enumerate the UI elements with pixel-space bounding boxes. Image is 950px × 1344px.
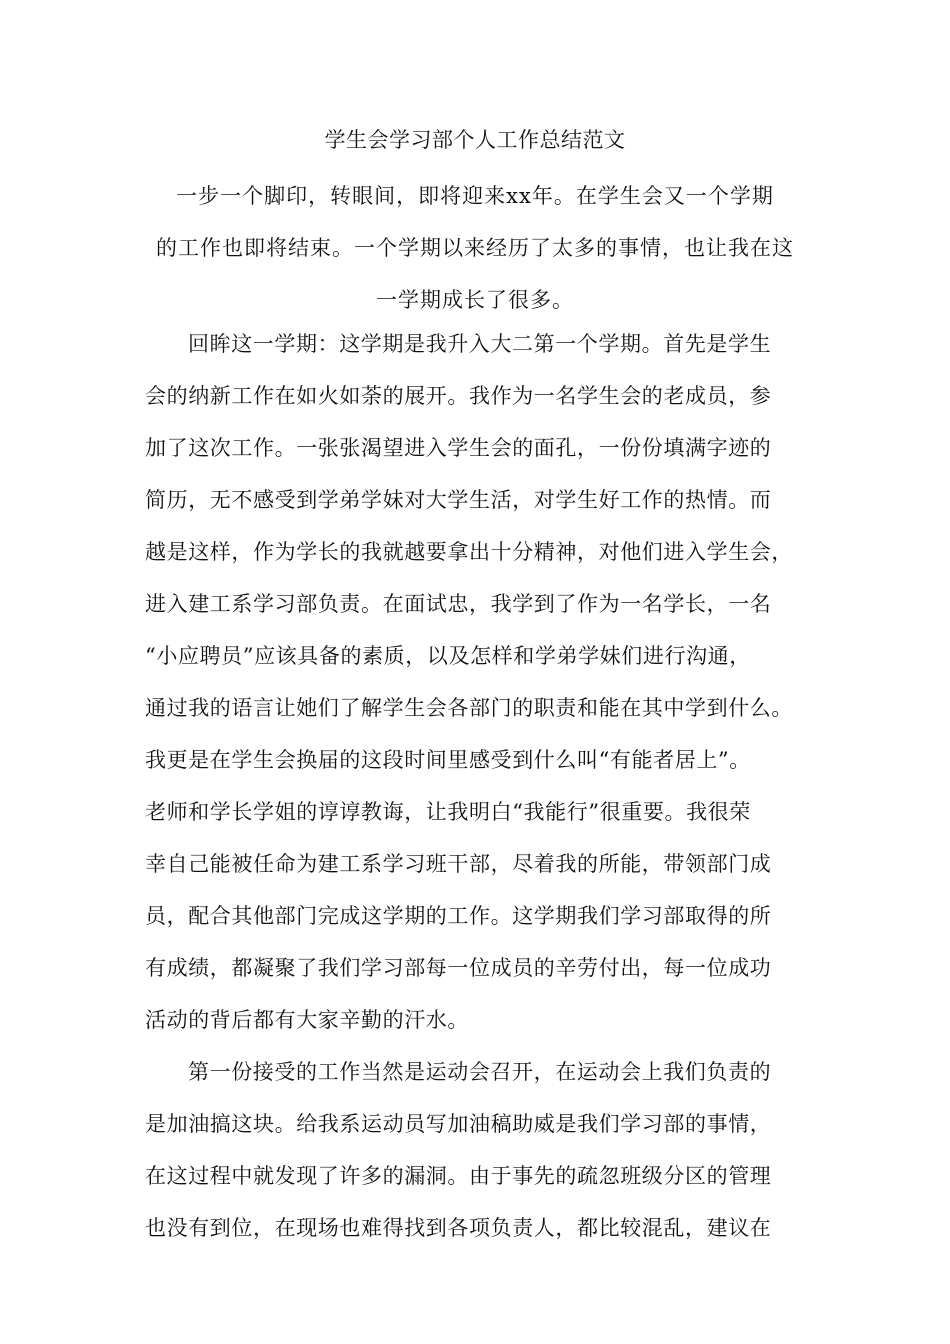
- intro-line: 一学期成长了很多。: [376, 288, 574, 312]
- intro-line: 的工作也即将结束。一个学期以来经历了太多的事情，也让我在这: [156, 236, 794, 260]
- paragraph-line: 是加油搞这块。给我系运动员写加油稿助威是我们学习部的事情，: [145, 1112, 772, 1136]
- paragraph-line: 在这过程中就发现了许多的漏洞。由于事先的疏忽班级分区的管理: [145, 1164, 772, 1188]
- paragraph-line: 进入建工系学习部负责。在面试忠，我学到了作为一名学长，一名: [145, 592, 772, 616]
- paragraph-line: “小应聘员”应该具备的素质，以及怎样和学弟学妹们进行沟通，: [145, 644, 751, 668]
- paragraph-line: 会的纳新工作在如火如荼的展开。我作为一名学生会的老成员，参: [145, 384, 772, 408]
- paragraph-line: 我更是在学生会换届的这段时间里感受到什么叫“有能者居上”。: [145, 748, 751, 772]
- paragraph-line: 员，配合其他部门完成这学期的工作。这学期我们学习部取得的所: [145, 904, 772, 928]
- paragraph-line: 回眸这一学期：这学期是我升入大二第一个学期。首先是学生: [188, 332, 772, 356]
- paragraph-line: 有成绩，都凝聚了我们学习部每一位成员的辛劳付出，每一位成功: [145, 956, 772, 980]
- paragraph-line: 越是这样，作为学长的我就越要拿出十分精神，对他们进入学生会，: [145, 540, 793, 564]
- intro-paragraph: [120, 170, 830, 326]
- paragraph-line: 加了这次工作。一张张渴望进入学生会的面孔，一份份填满字迹的: [145, 436, 772, 460]
- paragraph-line: 通过我的语言让她们了解学生会各部门的职责和能在其中学到什么。: [145, 696, 793, 720]
- paragraph-line: 老师和学长学姐的谆谆教诲，让我明白“我能行”很重要。我很荣: [145, 800, 751, 824]
- paragraph-line: 活动的背后都有大家辛勤的汗水。: [145, 1008, 469, 1032]
- intro-line: 一步一个脚印，转眼间，即将迎来xx年。在学生会又一个学期: [176, 184, 774, 208]
- paragraph-line: 第一份接受的工作当然是运动会召开，在运动会上我们负责的: [188, 1060, 772, 1084]
- document-title: 学生会学习部个人工作总结范文: [324, 128, 626, 152]
- paragraph-line: 也没有到位，在现场也难得找到各项负责人，都比较混乱，建议在: [145, 1216, 772, 1240]
- paragraph-line: 幸自己能被任命为建工系学习班干部，尽着我的所能，带领部门成: [145, 852, 772, 876]
- paragraph-line: 简历，无不感受到学弟学妹对大学生活，对学生好工作的热情。而: [145, 488, 772, 512]
